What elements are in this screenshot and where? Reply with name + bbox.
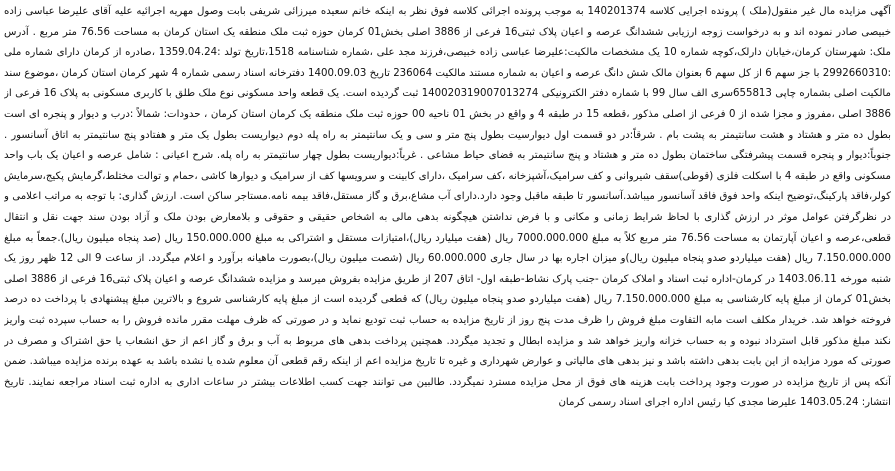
auction-notice bbox=[4, 2, 891, 469]
notice-body-text: آگهی مزایده مال غیر منقول(ملک ) پرونده اجرایی کلاسه 140201374 به موجب پرونده اجرائی کلاسه فوق نظر به اینکه خانم سعیده میرزائی شریفی بابت وصول مهریه اجرائیه علیه آقای علیرضا عباسی زاده خبیصی صادر نموده اند و به درخواست زوجه ارزیابی ششدانگ عرصه و اعیان پلاک ثبتی16 فرعی از 3886 اصلی بخش01 کرمان حوزه ثبت ملک منطقه یک استان کرمان به مساحت 76.56 متر مربع . آدرس ملک: شهرستان کرمان،خیابان دارلک،کوچه شماره 10 یک مشخصات مالکیت:علیرضا عباسی زاده خبیصی،فرزند مجد علی ،شماره شناسنامه 1518،تاریخ تولد :1359.04.24 ،صادره از کرمان دارای شماره ملی :2992660310 با جز سهم 6 از کل سهم 6 بعنوان مالک شش دانگ عرصه و اعیان به شماره مستند مالکیت 236064 تاریخ 1400.09.03 دفترخانه اسناد رسمی شماره 4 شهر کرمان استان کرمان ،موضوع سند مالکیت اصلی بشماره چاپی 655813سری الف سال 99 با شماره دفتر الکترونیکی 140020319007013274 ثبت گردیده است. یک قطعه واحد مسکونی نوع ملک طلق با کاربری مسکونی به پلاک 16 فرعی از 3886 اصلی ،مفروز و مجزا شده از 0 فرعی از اصلی مذکور ،قطعه 15 در طبقه 4 و واقع در بخش 01 ناحیه 00 حوزه ثبت ملک منطقه یک کرمان استان کرمان ، حدودات: شمالاً :درب و دیوار و پنجره ای است بطول ده متر و هشتاد و هشت سانتیمتر به پشت بام . شرقاً:در دو قسمت اول دیوارسیت بطول پنج متر و سی و یک سانتیمتر به راه پله دوم دیواریست بطول یک متر و هفتادو پنج سانتیمتر به اتاق آسانسور . جنوباً:دیوار و پنجره قسمت پیشرفتگی ساختمان بطول ده متر و هشتاد و پنج سانتیمتر به فضای حیاط مشاعی . غرباً:دیواریست بطول چهار سانتیمتر به راه پله. شرح اعیانی : شامل عرصه و اعیان یک باب واحد مسکونی واقع در طبقه 4 با اسکلت فلزی (قوطی)سقف شیروانی و کف سرامیک،آشپزخانه ،کف سرامیک ،دارای کابینت و سرویسها کف از سرامیک و دیوارها کاشی ،حمام و توالت مختلط،گرمایش پکیج،سرمایش کولر،فاقد پارکینگ،توضیح اینکه واحد فوق فاقد آسانسور میباشد.آسانسور تا طبقه ماقبل وجود دارد.دارای آب مشاع،برق و گاز مستقل،فاقد بیمه نامه.مستاجر ساکن است. ارزش گذاری: با توجه به مراتب اعلامی و در نظرگرفتن عوامل موثر در ارزش گذاری با لحاظ شرایط زمانی و مکانی و با فرض نداشتن هیچگونه بدهی مالی به اشخاص حقیقی و حقوقی و بلامعارض بودن ملک و آزاد بودن سند جهت نقل و انتقال قطعی،عرصه و اعیان آپارتمان به مساحت 76.56 متر مربع کلاً به مبلغ 7000.000.000 ریال (هفت میلیارد ریال)،امتیازات مستقل و اشتراکی به مبلغ 150.000.000 ریال (صد پنجاه میلیون ریال).جمعاً به مبلغ 7.150.000.000 ریال (هفت میلیاردو صدو پنجاه میلیون ریال)و میزان اجاره بها در سال جاری 60.000.000 ریال (شصت میلیون ریال)،بصورت ماهیانه برآورد و اعلام میگردد. از ساعت 9 الی 12 ظهر روز یک شنبه مورخه 1403.06.11 در کرمان-اداره ثبت اسناد و املاک کرمان -جنب پارک نشاط-طبقه اول- اتاق 207 از طریق مزایده بفروش میرسد و مزایده ششدانگ عرصه و اعیان پلاک ثبتی16 فرعی از 3886 اصلی بخش01 کرمان از مبلغ پایه کارشناسی به مبلغ 7.150.000.000 ریال (هفت میلیاردو صدو پنجاه میلیون ریال) که قطعی گردیده است از مبلغ پایه کارشناسی شروع و بالاترین مبلغ پیشنهادی با پرداخت ده درصد فروخته خواهد شد. خریدار مکلف است مابه التفاوت مبلغ فروش را ظرف مدت پنج روز از تاریخ مزایده به حساب ثبت تودیع نماید و در صورتی که ظرف مهلت مقرر مانده فروش را به حساب سپرده ثبت واریز نکند مبلغ مذکور قابل استرداد نبوده و به حساب خزانه واریز خواهد شد و مزایده ابطال و تجدید میگردد. همچنین پرداخت بدهی های مربوط به آب و برق و گاز اعم از حق انشعاب یا حق اشتراک و مصرف در صورتی که مورد مزایده از این بابت بدهی داشته باشد و نیز بدهی های مالیاتی و عوارض شهرداری و غیره تا تاریخ مزایده اعم از اینکه رقم قطعی آن معلوم شده یا نشده باشد به عهده برنده مزایده میباشد. ضمن آنکه پس از تاریخ مزایده در صورت وجود پرداخت بابت هزینه های فوق از محل مزایده مسترد نمیگردد. طالبین می توانند جهت کسب اطلاعات بیشتر در ساعات اداری به اداره ثبت اسناد مراجعه نمایند. تاریخ انتشار: 1403.05.24 علیرضا مجدی کیا رئیس اداره اجرای اسناد رسمی کرمان bbox=[4, 6, 891, 409]
